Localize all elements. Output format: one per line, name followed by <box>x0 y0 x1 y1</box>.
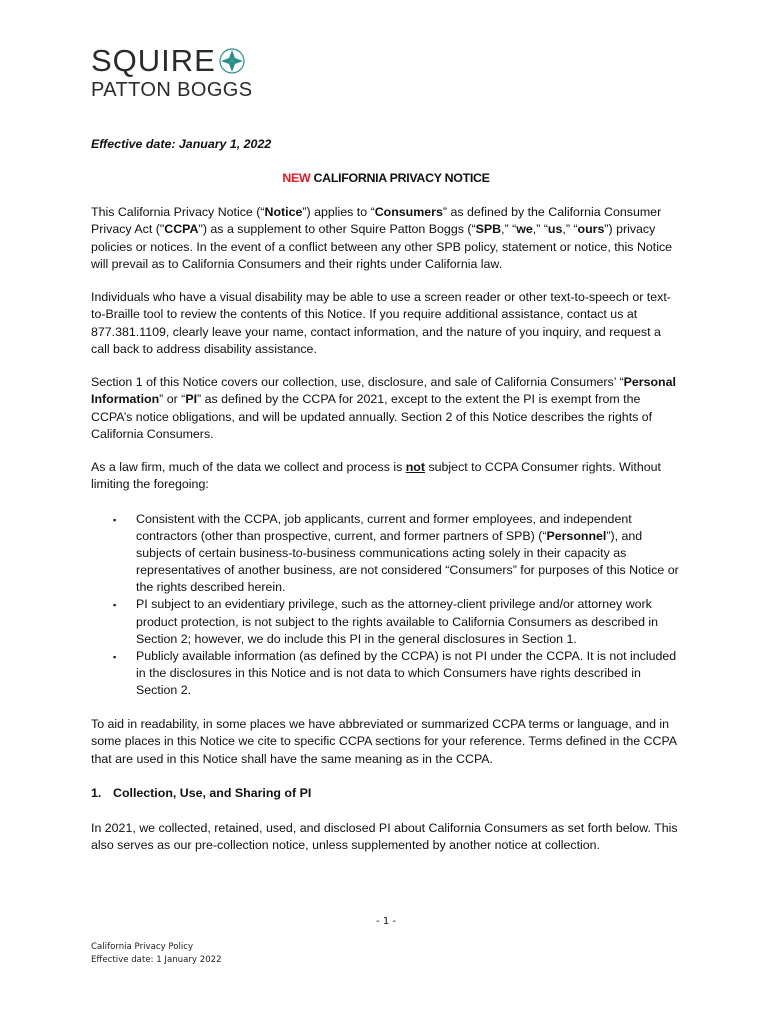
list-item: ▪ PI subject to an evidentiary privilege, such as the attorney-client privilege and/or attorney work product protection, is not subject to the rights available to California Consumers as described in Section 2; however, we do include this PI in the general disclosures in Section 1. <box>113 597 659 646</box>
bullet-icon: ▪ <box>113 651 117 662</box>
readability-paragraph: To aid in readability, in some places we have abbreviated or summarized CCPA terms or language, and in some places in this Notice we cite to specific CCPA sections for your reference. Terms defined in the CCPA that are used in this Notice shall have the same meaning as in the CCPA. <box>91 717 677 766</box>
accessibility-paragraph: Individuals who have a visual disability may be able to use a screen reader or other text-to-speech or text-to-Braille tool to review the contents of this Notice. If you require additional assistance, contact us at 877.381.1109, clearly leave your name, contact information, and the nature of you inquiry, and request a call back to address disability assistance. <box>91 290 671 357</box>
list-item: ▪ Consistent with the CCPA, job applicants, current and former employees, and independent contractors (other than prospective, current, and former partners of SPB) (“Personnel”), and subjects of certain business-to-business communications acting solely in their capacity as representatives of another business, are not considered “Consumers” for purposes of this Notice or the rights described herein. <box>113 512 679 595</box>
section1-intro-paragraph: Section 1 of this Notice covers our collection, use, disclosure, and sale of California Consumers’ “Personal Information” or “PI” as defined by the CCPA for 2021, except to the extent the PI is exempt from the CCPA’s notice obligations, and will be updated annually. Section 2 of this Notice describes the rights of California Consumers. <box>91 375 676 442</box>
notice-title <box>91 170 681 187</box>
exemptions-list <box>91 511 681 699</box>
notice-title-text: CALIFORNIA PRIVACY NOTICE <box>310 171 490 185</box>
bullet-icon: ▪ <box>113 515 117 525</box>
section1-body: In 2021, we collected, retained, used, and disclosed PI about California Consumers as set forth below. This also serves as our pre-collection notice, unless supplemented by another notice at collection. <box>91 821 678 853</box>
law-firm-paragraph: As a law firm, much of the data we collect and process is not subject to CCPA Consumer rights. Without limiting the foregoing: <box>91 460 661 492</box>
logo-wordmark-line1: SQUIRE <box>91 43 216 78</box>
list-item: ▪ Publicly available information (as defined by the CCPA) is not PI under the CCPA. It is not included in the disclosures in this Notice and is not data to which Consumers have rights described in Section 2. <box>113 648 677 697</box>
intro-paragraph: This California Privacy Notice (“Notice”) applies to “Consumers” as defined by the California Consumer Privacy Act ("CCPA") as a supplement to other Squire Patton Boggs (“SPB,” “we,” “us,” “ours”) privacy policies or notices. In the event of a conflict between any other SPB policy, statement or notice, this Notice will prevail as to California Consumers and their rights under California law. <box>91 205 673 272</box>
logo-compass-icon <box>219 48 245 74</box>
bullet-icon: ▪ <box>113 600 117 611</box>
effective-date: Effective date: January 1, 2022 <box>91 137 272 151</box>
page-number: - 1 - <box>376 916 396 927</box>
section1-heading: 1. Collection, Use, and Sharing of PI <box>91 786 312 800</box>
logo-wordmark-line2: PATTON BOGGS <box>91 79 253 101</box>
new-label: NEW <box>282 171 311 185</box>
footer-date: Effective date: 1 January 2022 <box>91 954 222 965</box>
footer-title: California Privacy Policy <box>91 942 194 952</box>
page-footer <box>91 941 222 966</box>
firm-logo <box>91 44 253 101</box>
